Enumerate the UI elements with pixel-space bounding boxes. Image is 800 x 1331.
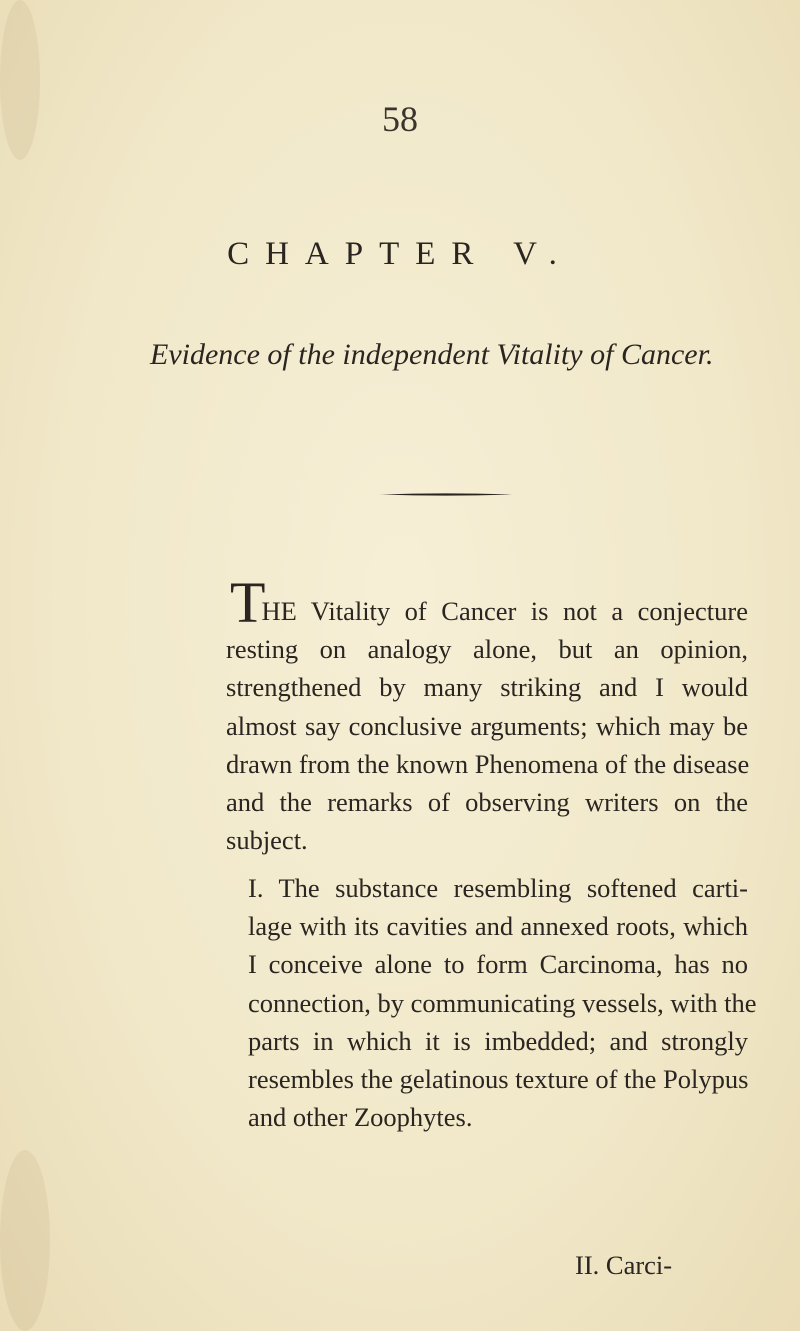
- chapter-title: Evidence of the independent Vitality of Cancer.: [150, 338, 714, 371]
- paragraph-line: parts in which it is imbedded; and strongly: [248, 1025, 748, 1056]
- paragraph-line: I conceive alone to form Carcinoma, has no: [248, 949, 748, 980]
- paragraph-1: [226, 570, 750, 859]
- paragraph-2: [226, 869, 757, 1136]
- paragraph-line: connection, by communicating vessels, with the: [248, 987, 757, 1018]
- paragraph-line: strengthened by many striking and I would: [226, 672, 748, 703]
- drop-cap: T: [230, 570, 266, 635]
- paragraph-line: resting on analogy alone, but an opinion,: [226, 634, 748, 665]
- paragraph-line: and the remarks of observing writers on the: [226, 787, 748, 818]
- paragraph-line: resembles the gelatinous texture of the Polypus: [248, 1064, 749, 1095]
- paragraph-line: almost say conclusive arguments; which may be: [226, 710, 748, 741]
- paragraph-line: I. The substance resembling softened carti-: [248, 873, 748, 903]
- paragraph-line: lage with its cavities and annexed roots, which: [248, 911, 748, 942]
- catchword: II. Carci-: [575, 1250, 673, 1280]
- ornamental-divider: [380, 493, 512, 496]
- paragraph-line: subject.: [226, 825, 308, 856]
- page-number: 58: [382, 99, 418, 139]
- paragraph-line: and other Zoophytes.: [248, 1102, 473, 1133]
- paragraph-line: drawn from the known Phenomena of the disease: [226, 748, 750, 779]
- chapter-heading: CHAPTER V.: [227, 236, 573, 272]
- paragraph-line: THE Vitality of Cancer is not a conjecture: [230, 570, 748, 635]
- paper-stain: [0, 1150, 50, 1331]
